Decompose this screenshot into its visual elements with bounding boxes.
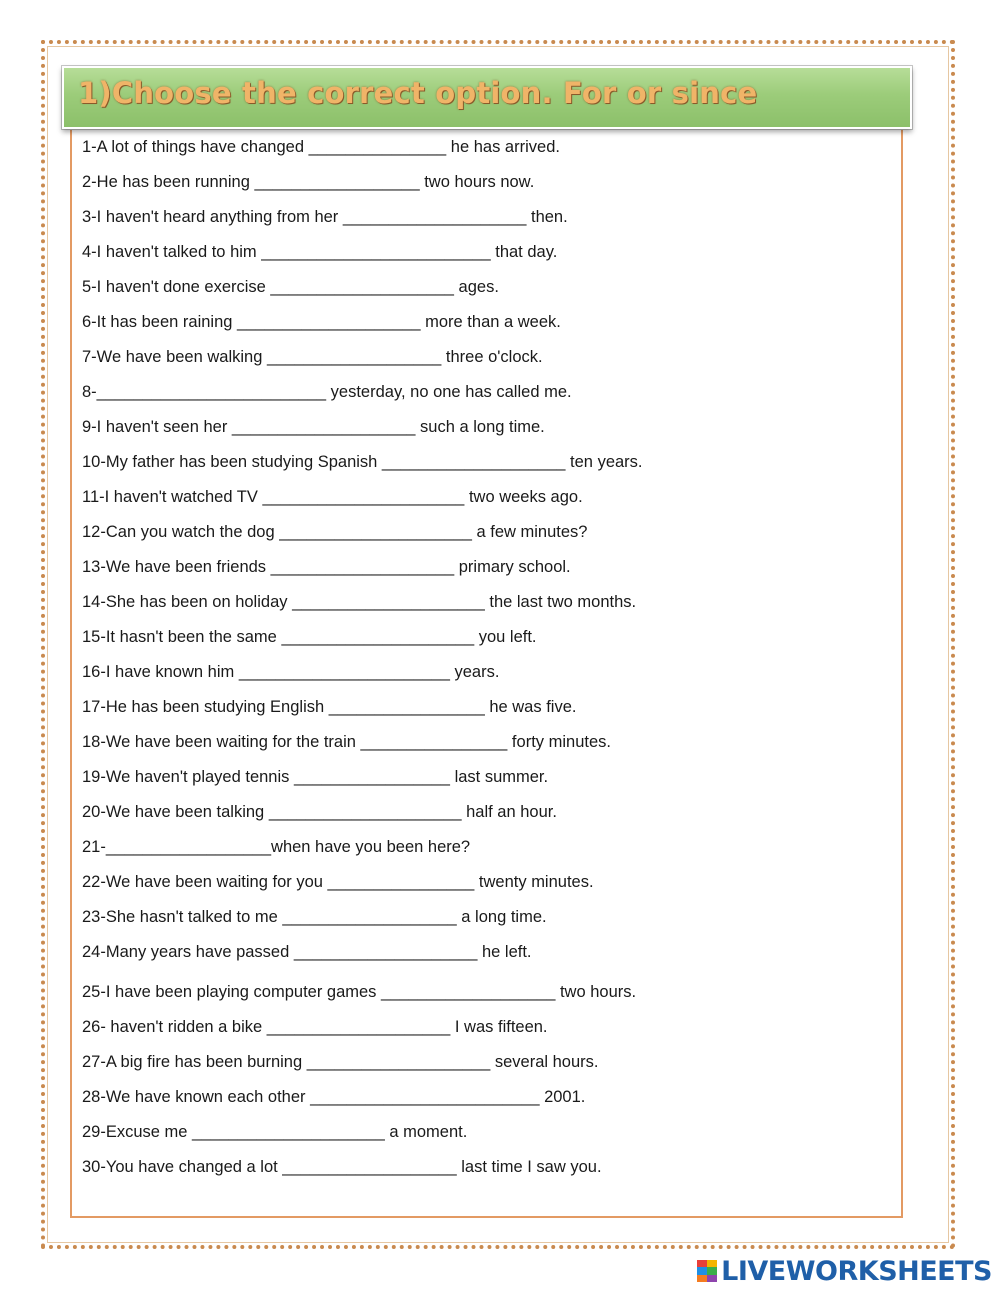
exercise-item: 19-We haven't played tennis _________________ last summer.: [82, 768, 549, 786]
exercise-item: 4-I haven't talked to him _________________________ that day.: [82, 243, 558, 261]
exercise-item: 30-You have changed a lot ___________________ last time I saw you.: [82, 1158, 602, 1176]
exercise-item: 20-We have been talking _____________________ half an hour.: [82, 803, 557, 821]
exercise-item: 28-We have known each other _________________________ 2001.: [82, 1088, 586, 1106]
liveworksheets-logo[interactable]: [697, 1256, 992, 1286]
exercise-item: 25-I have been playing computer games ___________________ two hours.: [82, 983, 637, 1001]
exercise-item: 6-It has been raining ____________________ more than a week.: [82, 313, 561, 331]
exercise-item: 13-We have been friends ____________________ primary school.: [82, 558, 571, 576]
exercise-item: 29-Excuse me _____________________ a moment.: [82, 1123, 468, 1141]
exercise-item: 11-I haven't watched TV ______________________ two weeks ago.: [82, 488, 583, 506]
exercise-item: 12-Can you watch the dog _____________________ a few minutes?: [82, 523, 588, 541]
exercise-item: 16-I have known him _______________________ years.: [82, 663, 500, 681]
exercise-item: 14-She has been on holiday _____________________ the last two months.: [82, 593, 637, 611]
exercise-title: 1)Choose the correct option. For or since: [78, 76, 758, 110]
exercise-item: 27-A big fire has been burning ____________________ several hours.: [82, 1053, 599, 1071]
exercise-item: 1-A lot of things have changed _______________ he has arrived.: [82, 138, 560, 156]
title-banner: [62, 66, 912, 129]
exercise-item: 2-He has been running __________________ two hours now.: [82, 173, 535, 191]
exercise-item: 5-I haven't done exercise ____________________ ages.: [82, 278, 499, 296]
liveworksheets-logo-icon: [697, 1260, 717, 1282]
exercise-item: 15-It hasn't been the same _____________________ you left.: [82, 628, 537, 646]
exercise-item: 8-_________________________ yesterday, no one has called me.: [82, 383, 572, 401]
exercise-item: 3-I haven't heard anything from her ____________________ then.: [82, 208, 568, 226]
exercise-item: 21-__________________when have you been here?: [82, 838, 471, 856]
liveworksheets-brand: LIVEWORKSHEETS: [721, 1255, 992, 1287]
exercise-item: 10-My father has been studying Spanish ____________________ ten years.: [82, 453, 643, 471]
exercise-item: 23-She hasn't talked to me ___________________ a long time.: [82, 908, 547, 926]
exercise-item: 22-We have been waiting for you ________________ twenty minutes.: [82, 873, 594, 891]
exercise-item: 26- haven't ridden a bike ____________________ I was fifteen.: [82, 1018, 548, 1036]
exercise-item: 24-Many years have passed ____________________ he left.: [82, 943, 532, 961]
exercise-item: 9-I haven't seen her ____________________ such a long time.: [82, 418, 545, 436]
exercise-item: 18-We have been waiting for the train ________________ forty minutes.: [82, 733, 611, 751]
exercise-item: 17-He has been studying English _________________ he was five.: [82, 698, 577, 716]
exercise-item: 7-We have been walking ___________________ three o'clock.: [82, 348, 543, 366]
